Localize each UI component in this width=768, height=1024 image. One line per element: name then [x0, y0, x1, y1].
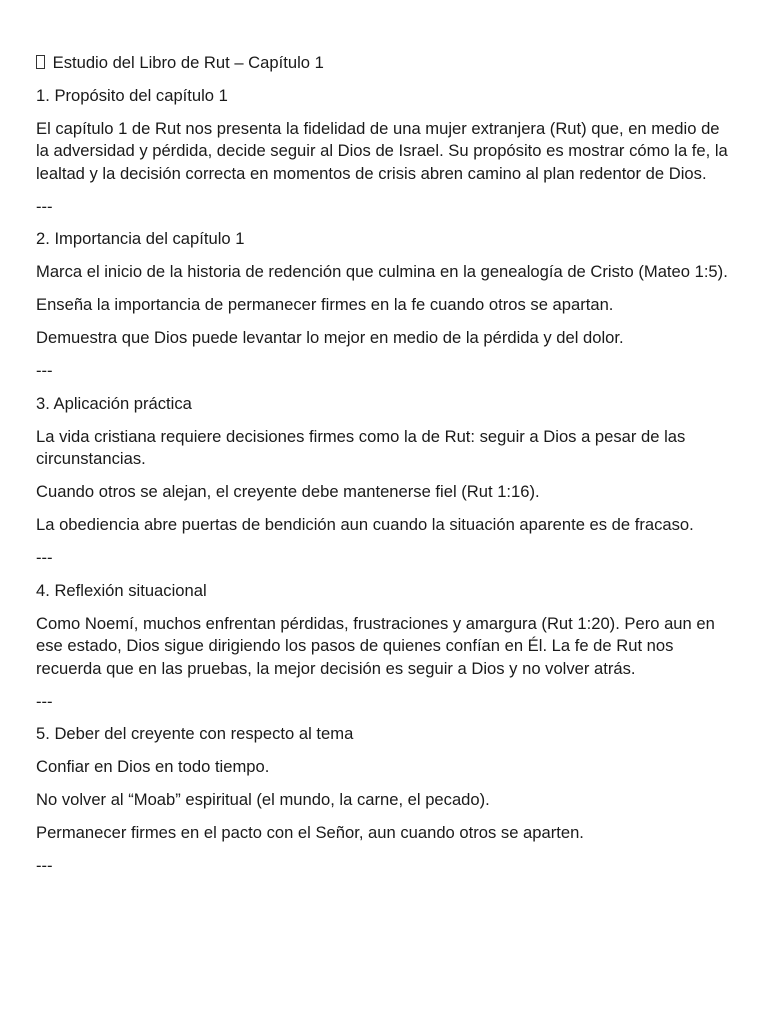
section-2-paragraph-1: Marca el inicio de la historia de redención que culmina en la genealogía de Cristo (Mateo 1:5). [36, 262, 728, 282]
section-2-paragraph-3: Demuestra que Dios puede levantar lo mejor en medio de la pérdida y del dolor. [36, 328, 624, 348]
section-3-separator: --- [36, 548, 53, 567]
section-5-separator: --- [36, 856, 53, 876]
missing-glyph-icon [36, 55, 45, 69]
section-1-heading: 1. Propósito del capítulo 1 [36, 85, 228, 105]
section-5-paragraph-3: Permanecer firmes en el pacto con el Señor, aun cuando otros se aparten. [36, 823, 584, 843]
section-2-paragraph-2: Enseña la importancia de permanecer firmes en la fe cuando otros se apartan. [36, 295, 614, 315]
document-title: Estudio del Libro de Rut – Capítulo 1 [52, 53, 324, 72]
section-4-heading: 4. Reflexión situacional [36, 580, 207, 600]
section-3-paragraph-3: La obediencia abre puertas de bendición aun cuando la situación aparente es de fracaso. [36, 515, 694, 535]
section-5-paragraph-1: Confiar en Dios en todo tiempo. [36, 757, 270, 777]
section-2-heading: 2. Importancia del capítulo 1 [36, 229, 245, 249]
section-2-separator: --- [36, 361, 53, 381]
section-1-separator: --- [36, 196, 53, 216]
section-4-separator: --- [36, 691, 53, 711]
section-5-paragraph-2: No volver al “Moab” espiritual (el mundo, la carne, el pecado). [36, 790, 490, 810]
section-1-paragraph-1: El capítulo 1 de Rut nos presenta la fidelidad de una mujer extranjera (Rut) que, en medio de la adversidad y pérdida, decide seguir al Dios de Israel. Su propósito es mostrar cómo la fe, la lealtad y la decisión correcta en momentos de crisis abren camino al plan redentor de Dios. [36, 118, 728, 183]
document-page [36, 52, 736, 888]
document-title-row [36, 52, 736, 74]
section-3-heading: 3. Aplicación práctica [36, 393, 192, 413]
section-3-paragraph-1: La vida cristiana requiere decisiones firmes como la de Rut: seguir a Dios a pesar de las circunstancias. [36, 426, 686, 469]
section-3-paragraph-2: Cuando otros se alejan, el creyente debe mantenerse fiel (Rut 1:16). [36, 482, 540, 502]
section-5-heading: 5. Deber del creyente con respecto al tema [36, 724, 354, 744]
section-4-paragraph-1: Como Noemí, muchos enfrentan pérdidas, frustraciones y amargura (Rut 1:20). Pero aun en ese estado, Dios sigue dirigiendo los pasos de quienes confían en Él. La fe de Rut nos recuerda que en las pruebas, la mejor decisión es seguir a Dios y no volver atrás. [36, 613, 715, 678]
